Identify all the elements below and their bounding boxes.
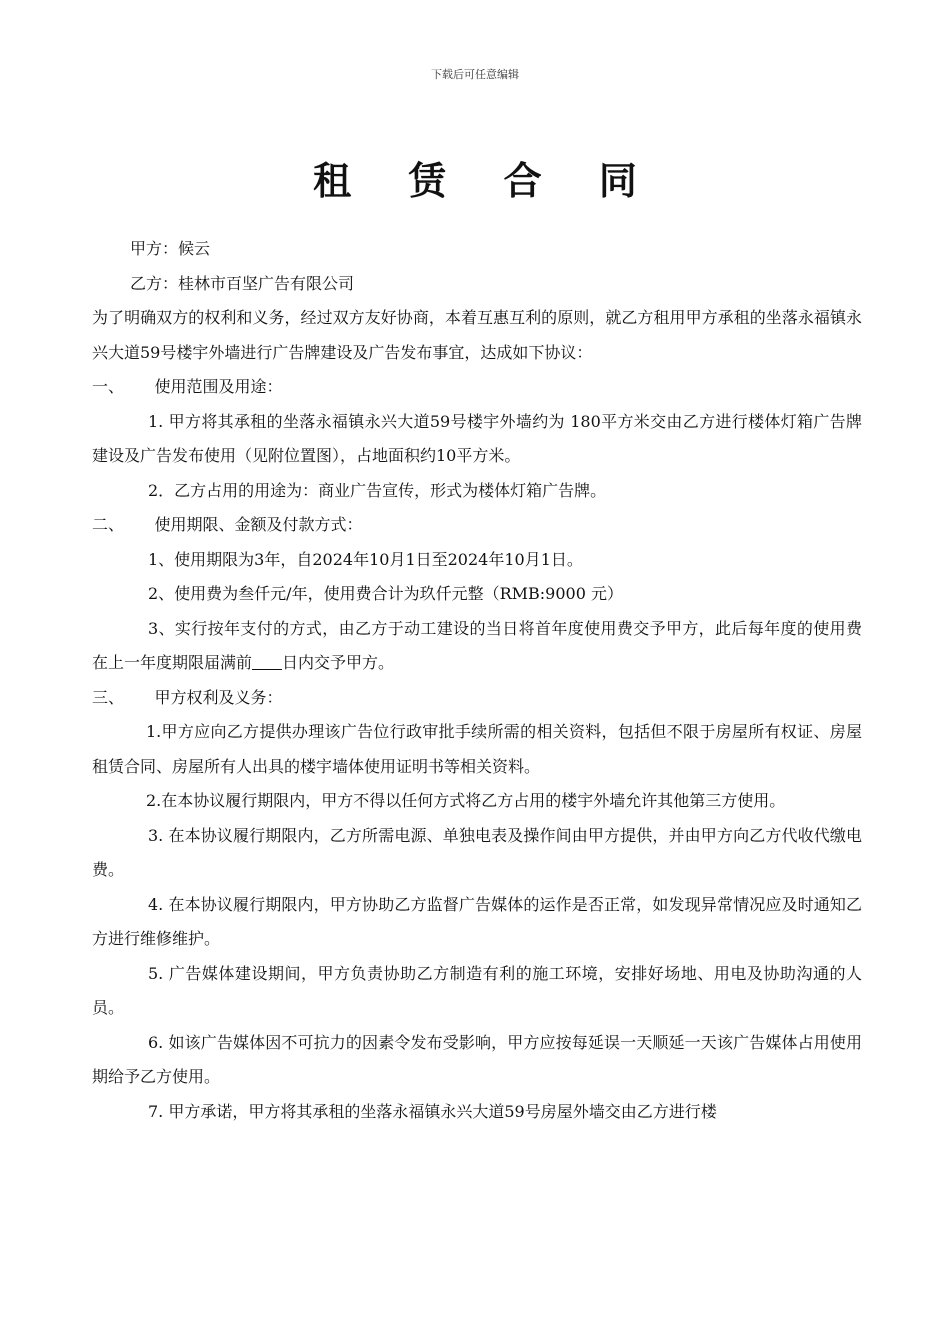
section-3-heading: 三、 甲方权利及义务： xyxy=(92,687,283,707)
section-3-item-5: 5. 广告媒体建设期间，甲方负责协助乙方制造有利的施工环境，安排好场地、用电及协助沟通的人员。 xyxy=(92,963,862,1017)
section-1-item-1: 1. 甲方将其承租的坐落永福镇永兴大道59号楼宇外墙约为 180平方米交由乙方进行楼体灯箱广告牌建设及广告发布使用（见附位置图），占地面积约10平方米。 xyxy=(92,411,862,465)
contract-body xyxy=(92,232,862,1129)
section-2-item-3-text-b: 日内交予甲方。 xyxy=(282,653,395,672)
party-a: 甲方：候云 xyxy=(130,239,211,258)
blank-days-field xyxy=(252,653,282,670)
section-3-item-6: 6. 如该广告媒体因不可抗力的因素令发布受影响，甲方应按每延误一天顺延一天该广告媒体占用使用期给予乙方使用。 xyxy=(92,1032,862,1086)
section-3-item-4: 4. 在本协议履行期限内，甲方协助乙方监督广告媒体的运作是否正常，如发现异常情况应及时通知乙方进行维修维护。 xyxy=(92,894,862,948)
section-2-item-1: 1、使用期限为3年，自2024年10月1日至2024年10月1日。 xyxy=(148,549,583,569)
section-2-item-3-text-a: 3、实行按年支付的方式，由乙方于动工建设的当日将首年度使用费交予甲方，此后每年度的使用费在上一年度期限届满前 xyxy=(92,618,862,672)
section-1-heading: 一、 使用范围及用途： xyxy=(92,377,283,396)
party-b: 乙方：桂林市百坚广告有限公司 xyxy=(130,273,355,293)
section-3-item-1: 1.甲方应向乙方提供办理该广告位行政审批手续所需的相关资料，包括但不限于房屋所有权证、房屋租赁合同、房屋所有人出具的楼宇墙体使用证明书等相关资料。 xyxy=(92,722,862,776)
section-2-item-3 xyxy=(92,612,862,681)
section-3-item-2: 2.在本协议履行期限内，甲方不得以任何方式将乙方占用的楼宇外墙允许其他第三方使用。 xyxy=(146,791,786,810)
section-2-heading: 二、 使用期限、金额及付款方式： xyxy=(92,515,363,534)
section-3-item-7: 7. 甲方承诺，甲方将其承租的坐落永福镇永兴大道59号房屋外墙交由乙方进行楼 xyxy=(148,1101,717,1121)
section-3-item-3: 3. 在本协议履行期限内，乙方所需电源、单独电表及操作间由甲方提供，并由甲方向乙方代收代缴电费。 xyxy=(92,825,862,879)
section-2-item-2: 2、使用费为叁仟元/年，使用费合计为玖仟元整（RMB:9000 元） xyxy=(148,584,623,603)
section-1-item-2: 2．乙方占用的用途为：商业广告宣传，形式为楼体灯箱广告牌。 xyxy=(148,480,607,500)
contract-title: 租 赁 合 同 xyxy=(313,159,659,203)
preamble: 为了明确双方的权利和义务，经过双方友好协商，本着互惠互利的原则，就乙方租用甲方承租的坐落永福镇永兴大道59号楼宇外墙进行广告牌建设及广告发布事宜，达成如下协议： xyxy=(92,308,862,362)
header-note: 下载后可任意编辑 xyxy=(431,68,519,81)
